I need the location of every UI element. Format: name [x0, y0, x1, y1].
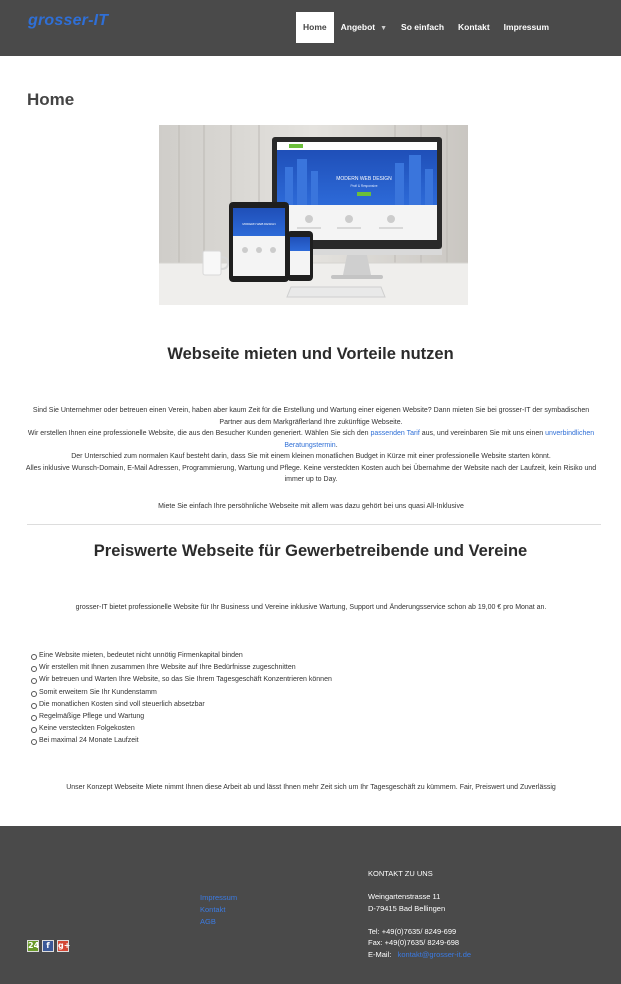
twentyfour-icon[interactable]: 24 — [28, 941, 40, 950]
facebook-icon[interactable]: f — [42, 940, 54, 952]
nav-so-einfach-label: So einfach — [401, 22, 445, 32]
contact-fax: Fax: +49(0)7635/ 8249-698 — [368, 938, 460, 947]
all-inklusive-text: Miete Sie einfach Ihre persöhnliche Webseite mit allem was dazu gehört bei uns quasi All-Inklusive — [158, 503, 464, 510]
contact-email-link[interactable]: kontakt@grosser-it.de — [397, 949, 472, 959]
section-divider — [27, 524, 601, 525]
contact-heading: KONTAKT ZU UNS — [368, 869, 433, 878]
google-plus-icon[interactable]: g+ — [58, 941, 71, 950]
nav-home-label: Home — [303, 22, 327, 32]
list-item: Wir betreuen und Warten Ihre Website, so das Sie Ihrem Tagesgeschäft Konzentrieren können — [31, 674, 332, 686]
site-header — [0, 0, 621, 56]
monitor-heading: MODERN WEB DESIGN — [336, 176, 392, 182]
monitor-subheading: Profi & Responsive — [350, 184, 378, 188]
footer-link-kontakt[interactable]: Kontakt — [200, 905, 226, 914]
section-title-mieten: Webseite mieten und Vorteile nutzen — [167, 345, 454, 363]
nav-home[interactable] — [296, 12, 334, 43]
site-logo[interactable]: grosser-IT — [28, 12, 109, 29]
nav-angebot-label: Angebot — [340, 22, 376, 32]
offer-intro-text: grosser-IT bietet professionelle Website für Ihr Business und Vereine inklusive Wartung, Support und Änderungsservice schon ab 19,00 € pro Monat an. — [75, 604, 547, 611]
benefits-list — [31, 650, 332, 748]
contact-email-label: E-Mail: — [368, 949, 392, 959]
intro-paragraph — [22, 405, 600, 486]
footer-links — [200, 892, 237, 928]
contact-street: Weingartenstrasse 11 — [368, 892, 441, 901]
intro-text-d: Alles inklusive Wunsch-Domain, E-Mail Adressen, Programmierung, Wartung und Pflege. Keine versteckten Kosten auch bei Übernahme der Website nach der Laufzeit, kein Risiko und immer up to Day. — [25, 464, 597, 483]
contact-email-row — [368, 949, 471, 961]
list-item: Keine versteckten Folgekosten — [31, 723, 332, 735]
page-title: Home — [27, 90, 75, 109]
site-footer — [0, 826, 621, 984]
intro-text-a: Sind Sie Unternehmer oder betreuen einen Verein, haben aber kaum Zeit für die Erstellung und Wartung einer eigenen Website? Dann mieten Sie bei grosser-IT der symbadischen Partner aus dem Markgräflerland Ihre zukünftige Webseite. — [32, 407, 590, 426]
list-item: Somit erweitern Sie Ihr Kundenstamm — [31, 687, 332, 699]
section-title-preiswert: Preiswerte Webseite für Gewerbetreibende und Vereine — [93, 542, 528, 560]
contact-tel: Tel: +49(0)7635/ 8249-699 — [368, 926, 457, 936]
main-nav — [296, 12, 556, 43]
nav-so-einfach[interactable] — [394, 12, 451, 43]
nav-impressum-label: Impressum — [503, 22, 550, 32]
chevron-down-icon: ▼ — [380, 25, 388, 32]
nav-kontakt[interactable] — [451, 12, 497, 43]
nav-angebot[interactable] — [334, 12, 394, 43]
contact-city: D-79415 Bad Bellingen — [368, 903, 446, 913]
social-icons — [27, 940, 69, 952]
intro-text-b-end: . — [335, 441, 338, 449]
tablet-heading: MODERN WEB DESIGN — [242, 222, 276, 226]
intro-text-b-mid: aus, und vereinbaren Sie mit uns einen — [419, 430, 546, 437]
intro-text-b-pre: Wir erstellen Ihnen eine professionelle Website, die aus den Besucher Kunden generiert. Wählen Sie sich den — [27, 430, 371, 437]
devices-illustration — [159, 125, 468, 305]
list-item: Bei maximal 24 Monate Laufzeit — [31, 735, 332, 747]
intro-text-b — [22, 428, 600, 451]
nav-kontakt-label: Kontakt — [458, 22, 490, 32]
footer-link-agb[interactable]: AGB — [200, 917, 216, 926]
spacer — [368, 880, 471, 892]
intro-text-c: Der Unterschied zum normalen Kauf besteht darin, dass Sie mit einem kleinen monatlichen Budget in Kürze mit einer professionelle Website starten könnt. — [71, 453, 551, 460]
tarif-link[interactable]: passenden Tarif — [370, 430, 420, 437]
list-item: Die monatlichen Kosten sind voll steuerlich absetzbar — [31, 699, 332, 711]
spacer — [368, 914, 471, 926]
beratung-link[interactable]: unverbindlichen Beratungstermin — [284, 430, 595, 449]
nav-impressum[interactable] — [497, 12, 556, 43]
footer-link-impressum[interactable]: Impressum — [200, 893, 238, 902]
contact-block — [368, 868, 471, 960]
hero-image — [159, 125, 468, 305]
list-item: Eine Website mieten, bedeutet nicht unnötig Firmenkapital binden — [31, 650, 332, 662]
list-item: Wir erstellen mit Ihnen zusammen Ihre Website auf Ihre Bedürfnisse zugeschnitten — [31, 662, 332, 674]
list-item: Regelmäßige Pflege und Wartung — [31, 711, 332, 723]
concept-text: Unser Konzept Webseite Miete nimmt Ihnen diese Arbeit ab und lässt Ihnen mehr Zeit sich um Ihr Tagesgeschäft zu kümmern. Fair, Preiswert und Zuverlässig — [66, 784, 556, 791]
